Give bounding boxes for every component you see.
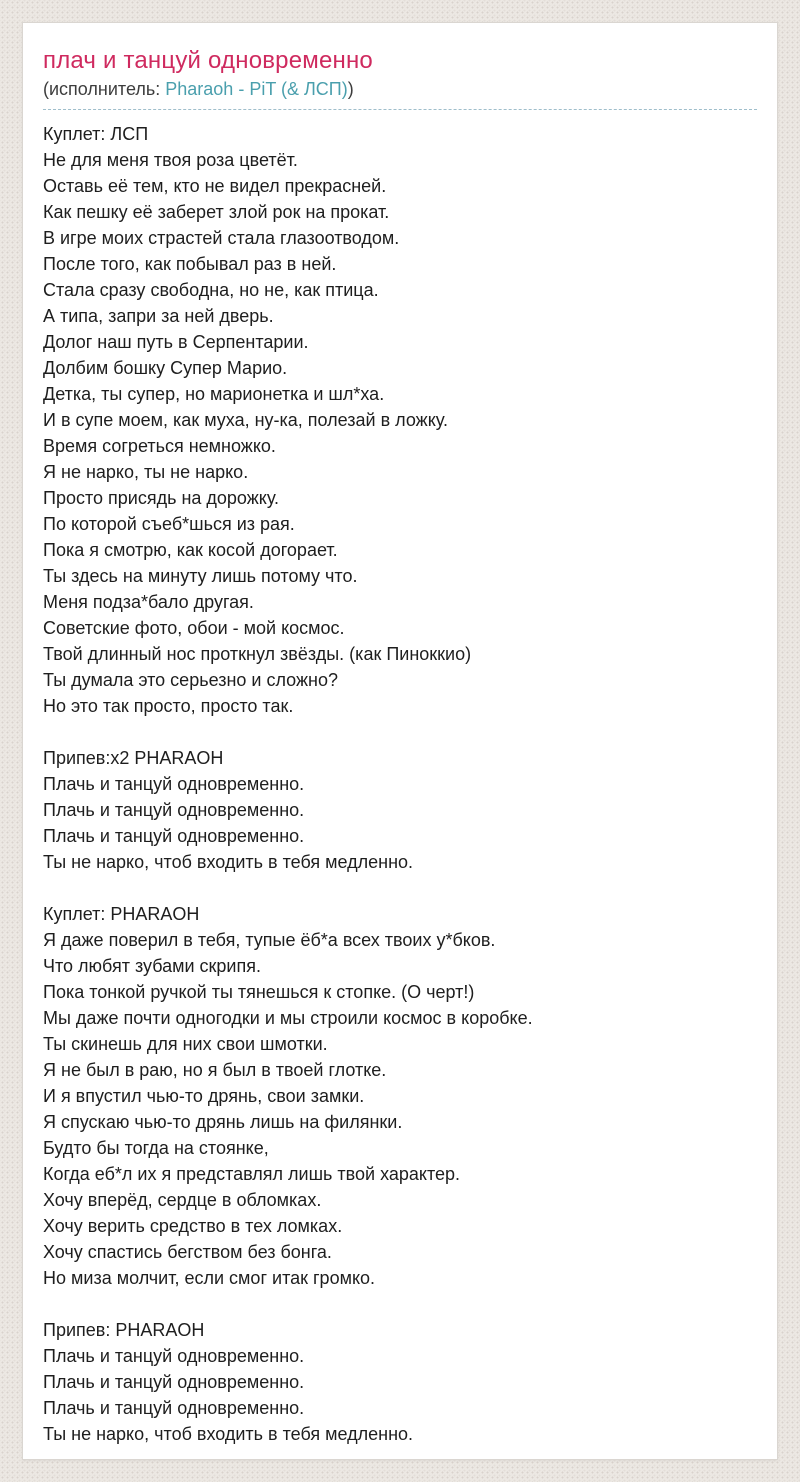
lyric-line: Время согреться немножко. bbox=[43, 436, 276, 456]
stanza bbox=[43, 1317, 757, 1447]
lyric-line: Но это так просто, просто так. bbox=[43, 696, 294, 716]
lyric-line: Что любят зубами скрипя. bbox=[43, 956, 261, 976]
lyric-line: Детка, ты супер, но марионетка и шл*ха. bbox=[43, 384, 385, 404]
lyric-line: Не для меня твоя роза цветёт. bbox=[43, 150, 298, 170]
lyric-line: И я впустил чью-то дрянь, свои замки. bbox=[43, 1086, 365, 1106]
song-header bbox=[43, 48, 757, 110]
lyric-line: А типа, запри за ней дверь. bbox=[43, 306, 274, 326]
lyric-line: Ты не нарко, чтоб входить в тебя медленно. bbox=[43, 852, 414, 872]
stanza bbox=[43, 745, 757, 875]
song-title: плач и танцуй одновременно bbox=[43, 47, 373, 74]
lyric-line: По которой съеб*шься из рая. bbox=[43, 514, 295, 534]
lyric-line: Стала сразу свободна, но не, как птица. bbox=[43, 280, 379, 300]
lyric-line: Долбим бошку Супер Марио. bbox=[43, 358, 288, 378]
lyric-line: Плачь и танцуй одновременно. bbox=[43, 774, 305, 794]
lyric-line: Я не был в раю, но я был в твоей глотке. bbox=[43, 1060, 387, 1080]
lyric-line: Просто присядь на дорожку. bbox=[43, 488, 280, 508]
lyric-line: Припев:x2 PHARAOH bbox=[43, 748, 224, 768]
lyric-line: Припев: PHARAOH bbox=[43, 1320, 205, 1340]
lyric-line: Куплет: ЛСП bbox=[43, 124, 149, 144]
lyric-line: Хочу спастись бегством без бонга. bbox=[43, 1242, 332, 1262]
artist-link[interactable]: Pharaoh - PiT (& ЛСП) bbox=[165, 79, 348, 99]
artist-line bbox=[43, 79, 757, 99]
lyric-line: Ты думала это серьезно и сложно? bbox=[43, 670, 338, 690]
lyrics-text bbox=[43, 121, 757, 1447]
lyric-line: Но миза молчит, если смог итак громко. bbox=[43, 1268, 376, 1288]
lyric-line: Как пешку её заберет злой рок на прокат. bbox=[43, 202, 390, 222]
lyric-line: Плачь и танцуй одновременно. bbox=[43, 1346, 305, 1366]
lyric-line: Хочу вперёд, сердце в обломках. bbox=[43, 1190, 322, 1210]
lyric-line: Плачь и танцуй одновременно. bbox=[43, 800, 305, 820]
lyric-line: Я даже поверил в тебя, тупые ёб*а всех твоих у*бков. bbox=[43, 930, 496, 950]
lyric-line: Плачь и танцуй одновременно. bbox=[43, 826, 305, 846]
artist-label: (исполнитель: bbox=[43, 79, 161, 99]
lyrics-card bbox=[22, 22, 778, 1460]
lyric-line: Ты скинешь для них свои шмотки. bbox=[43, 1034, 328, 1054]
lyric-line: Долог наш путь в Серпентарии. bbox=[43, 332, 309, 352]
lyric-line: Пока я смотрю, как косой догорает. bbox=[43, 540, 338, 560]
lyric-line: Оставь её тем, кто не видел прекрасней. bbox=[43, 176, 387, 196]
stanza bbox=[43, 121, 757, 719]
lyric-line: Я не нарко, ты не нарко. bbox=[43, 462, 249, 482]
lyric-line: Я спускаю чью-то дрянь лишь на филянки. bbox=[43, 1112, 403, 1132]
lyric-line: Хочу верить средство в тех ломках. bbox=[43, 1216, 343, 1236]
lyric-line: После того, как побывал раз в ней. bbox=[43, 254, 337, 274]
lyric-line: Меня подза*бало другая. bbox=[43, 592, 254, 612]
lyric-line: Твой длинный нос проткнул звёзды. (как Пиноккио) bbox=[43, 644, 472, 664]
lyric-line: В игре моих страстей стала глазоотводом. bbox=[43, 228, 400, 248]
stanza bbox=[43, 901, 757, 1291]
lyric-line: Мы даже почти одногодки и мы строили космос в коробке. bbox=[43, 1008, 533, 1028]
lyric-line: Ты не нарко, чтоб входить в тебя медленно. bbox=[43, 1424, 414, 1444]
lyric-line: Куплет: PHARAOH bbox=[43, 904, 200, 924]
lyric-line: Будто бы тогда на стоянке, bbox=[43, 1138, 269, 1158]
lyric-line: Советские фото, обои - мой космос. bbox=[43, 618, 345, 638]
lyric-line: Плачь и танцуй одновременно. bbox=[43, 1372, 305, 1392]
lyric-line: Когда еб*л их я представлял лишь твой характер. bbox=[43, 1164, 461, 1184]
artist-close-paren: ) bbox=[347, 79, 354, 99]
lyric-line: Плачь и танцуй одновременно. bbox=[43, 1398, 305, 1418]
lyric-line: И в супе моем, как муха, ну-ка, полезай в ложку. bbox=[43, 410, 448, 430]
lyric-line: Ты здесь на минуту лишь потому что. bbox=[43, 566, 358, 586]
lyric-line: Пока тонкой ручкой ты тянешься к стопке. (О черт!) bbox=[43, 982, 475, 1002]
